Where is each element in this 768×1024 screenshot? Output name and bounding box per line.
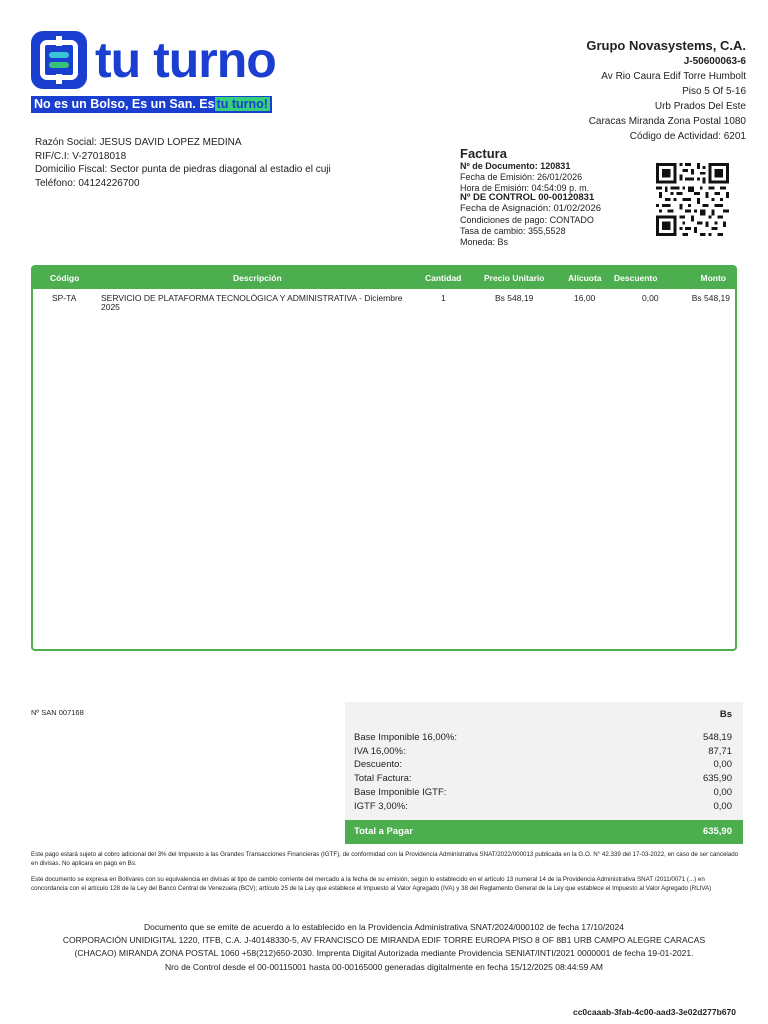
row-unit-price: Bs 548,19 [495,293,534,303]
header-discount: Descuento [614,273,658,283]
row-discount: 0,00 [642,293,659,303]
footer-line: (CHACAO) MIRANDA ZONA POSTAL 1060 +58(212)650-2030. Imprenta Digital Autorizada mediante Providencia SENIAT/INTI/2021 0000001 de fecha 19-01-2021. [74,948,694,959]
items-table [31,265,737,651]
company-name: Grupo Novasystems, C.A. [586,38,746,53]
header-description: Descripción [233,273,282,283]
totals-value: 0,00 [713,787,732,798]
row-description-line-1: SERVICIO DE PLATAFORMA TECNOLÓGICA Y ADMINISTRATIVA - Diciembre [101,293,403,303]
totals-label: IVA 16,00%: [354,746,406,757]
header-amount: Monto [700,273,726,283]
totals-row [354,731,732,745]
company-address-2: Piso 5 Of 5-16 [682,86,746,97]
client-rif: RIF/C.I: V-27018018 [35,150,127,162]
invoice-currency: Moneda: Bs [460,236,509,247]
company-address-4: Caracas Miranda Zona Postal 1080 [588,116,746,127]
slogan-main: No es un Bolso, Es un San. Es [34,97,215,111]
invoice-assignment-date: Fecha de Asignación: 01/02/2026 [460,203,602,215]
client-telefono: Teléfono: 04124226700 [35,177,140,189]
totals-row [354,772,732,786]
footer-line: CORPORACIÓN UNIDIGITAL 1220, ITFB, C.A. J-40148330-5, AV FRANCISCO DE MIRANDA EDIF TORRE EUROPA PISO 8 OF 8B1 URB CAMPO ALEGRE CARACAS [62,935,706,946]
legal-footer [31,921,737,974]
totals-row [354,745,732,759]
client-razon-social: Razón Social: JESUS DAVID LOPEZ MEDINA [35,137,242,148]
totals-value: 87,71 [708,746,732,757]
totals-currency: Bs [719,709,732,720]
totals-row [354,800,732,814]
company-address-1: Av Rio Caura Edif Torre Humbolt [601,71,746,82]
company-address-3: Urb Prados Del Este [654,101,746,112]
invoice-info [460,147,601,247]
totals-row [354,786,732,800]
company-info [586,38,746,144]
tu-turno-logo-icon [31,31,87,89]
totals-label: Total Factura: [354,773,412,784]
invoice-issue-date: Fecha de Emisión: 26/01/2026 [460,171,583,182]
san-number: Nº SAN 007168 [31,708,84,717]
row-rate: 16,00 [574,293,596,303]
client-domicilio: Domicilio Fiscal: Sector punta de piedras diagonal al estadio el cuji [35,164,331,176]
totals-row [354,758,732,772]
invoice-control-number: Nº DE CONTROL 00-00120831 [460,192,595,204]
footer-line: Documento que se emite de acuerdo a lo establecido en la Providencia Administrativa SNAT/2024/000102 de fecha 17/10/2024 [144,922,624,932]
total-label: Total a Pagar [354,826,413,837]
totals-label: Base Imponible IGTF: [354,787,447,798]
row-amount: Bs 548,19 [691,293,730,303]
total-to-pay [345,820,743,844]
brand-slogan [31,96,272,113]
items-table-header [33,267,735,289]
total-value: 635,90 [702,826,732,837]
invoice-issue-time: Hora de Emisión: 04:54:09 p. m. [460,182,590,193]
document-hash: cc0caaab-3fab-4c00-aad3-3e02d277b670 [572,1007,736,1017]
totals-label: Descuento: [354,759,403,770]
row-description [101,294,416,312]
invoice-payment-terms: Condiciones de pago: CONTADO [460,214,594,225]
client-info [35,136,331,190]
currency-note: Este documento se expresa en Bolívares con su equivalencia en divisas al tipo de cambio corriente del mercado a la fecha de su emisión, según lo establecido en el artículo 13 numeral 14 de la Providencia Administrativa SNAT /2011/0071 (...) en concordancia con el artículo 128 de la Ley del Banco Central de Venezuela (BCV); artículo 25 de la Ley que establece el Impuesto al Valor Agregado (IVA) y 38 del Reglamento General de la Ley que establece el Impuesto al Valor Agregado (RLIVA) [31,876,712,892]
slogan-highlight: tu turno! [216,97,268,111]
brand-name: tu turno [95,32,276,88]
header-rate: Alícuota [568,273,602,283]
row-quantity: 1 [441,293,446,303]
invoice-document-number: Nº de Documento: 120831 [460,161,571,171]
header-quantity: Cantidad [425,273,462,283]
row-code: SP-TA [52,293,77,303]
totals-value: 548,19 [702,732,732,743]
header-code: Código [50,273,80,283]
invoice-title: Factura [460,146,507,161]
totals-value: 0,00 [713,759,732,770]
company-activity-code: Código de Actividad: 6201 [629,131,746,142]
totals-box [345,702,743,844]
totals-label: IGTF 3,00%: [354,801,408,812]
footer-line: Nro de Control desde el 00-00115001 hasta 00-00165000 generadas digitalmente en fecha 15/12/2025 08:44:59 AM [165,961,603,972]
totals-label: Base Imponible 16,00%: [354,732,457,743]
header-unit-price: Precio Unitario [484,273,545,283]
totals-value: 0,00 [713,801,732,812]
igtf-note: Este pago estará sujeto al cobro adicional del 3% del Impuesto a las Grandes Transacciones Financieras (IGTF), de conformidad con la Providencia Administrativa SNAT/2022/000013 publicada en la G.O. N° 42.339 del 17-03-2022, en caso de ser cancelado en divisas. No aplicara en pago en Bs. [31,851,739,867]
row-description-line-2: 2025 [101,302,120,312]
qr-code-icon [656,163,729,236]
totals-value: 635,90 [702,773,732,784]
invoice-exchange-rate: Tasa de cambio: 355,5528 [460,225,566,236]
company-rif: J-50600063-6 [683,56,746,67]
